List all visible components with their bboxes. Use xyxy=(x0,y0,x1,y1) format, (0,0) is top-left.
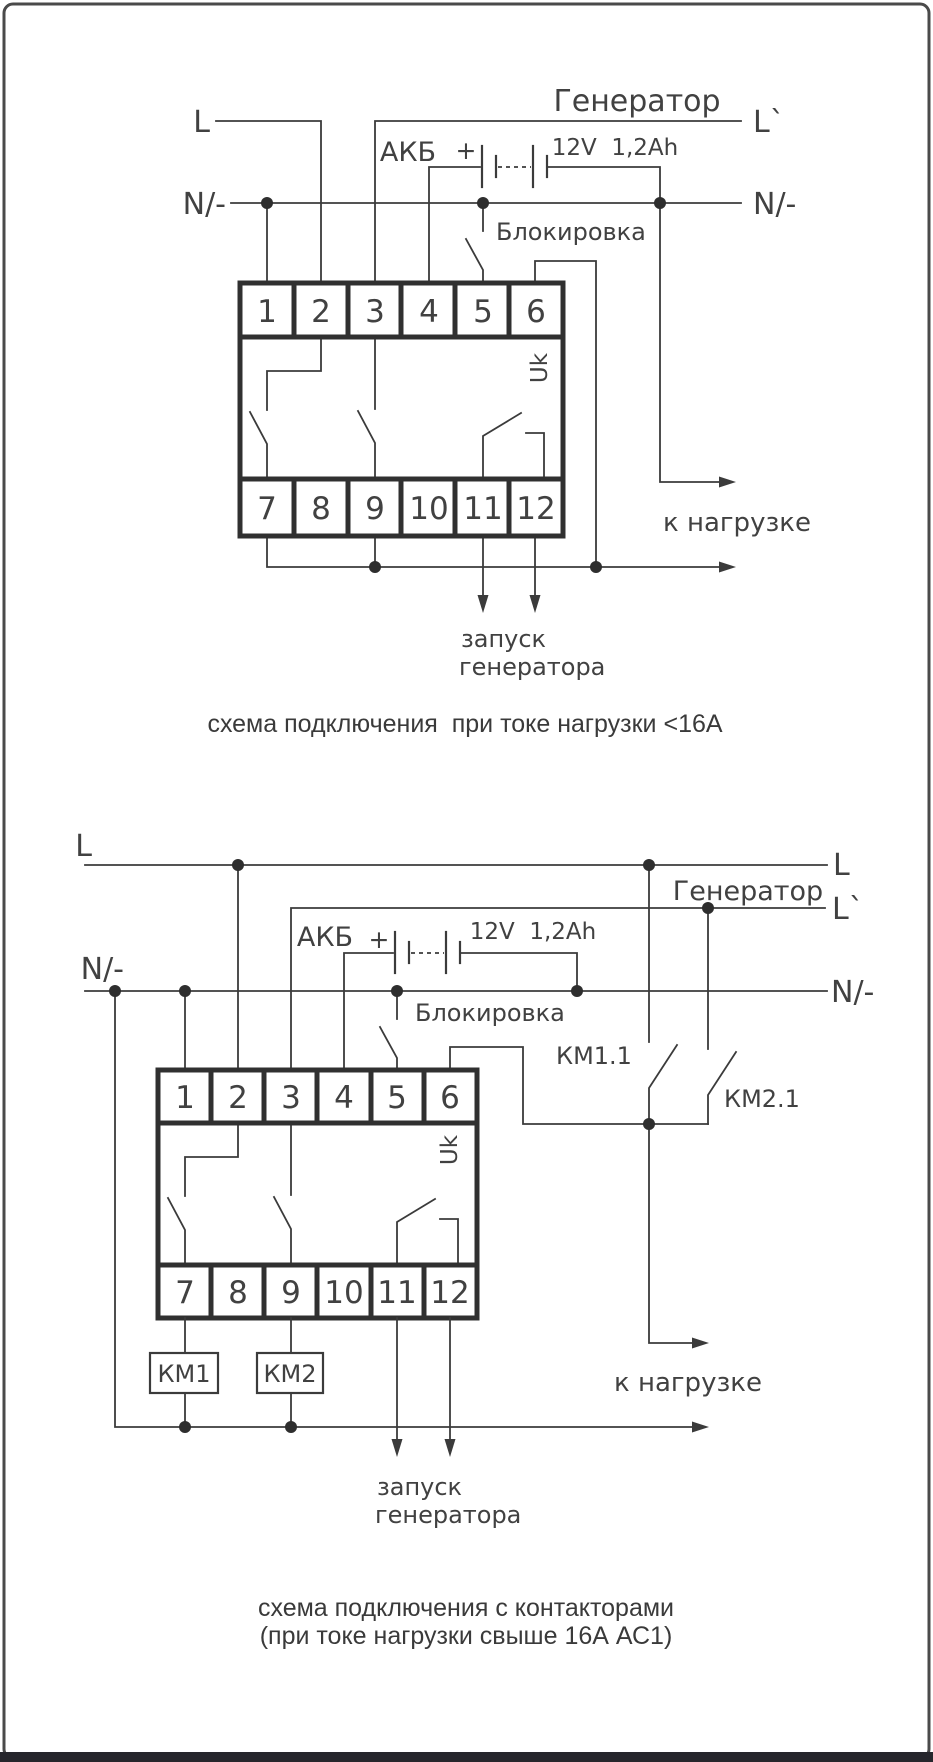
label-gen-start-2: генератора xyxy=(375,1501,522,1529)
arrow-rail-icon xyxy=(692,1422,709,1433)
label-l-prime: L` xyxy=(753,105,785,140)
label-blocking: Блокировка xyxy=(415,999,565,1027)
terminal-9-label: 9 xyxy=(281,1275,301,1311)
junction-dot xyxy=(654,197,666,209)
relay-contact-1-icon xyxy=(168,1123,238,1265)
terminal-12-label: 12 xyxy=(516,491,556,527)
terminal-1-label: 1 xyxy=(175,1080,195,1116)
arrow-load-icon xyxy=(692,1338,709,1349)
label-blocking: Блокировка xyxy=(496,218,646,246)
terminal-11-label: 11 xyxy=(377,1275,417,1311)
terminal-5-label: 5 xyxy=(387,1080,407,1116)
terminal-1-label: 1 xyxy=(257,294,277,330)
arrow-load-upper-icon xyxy=(719,477,736,488)
label-l-prime: L` xyxy=(832,892,864,927)
label-coil-voltage: Uk xyxy=(527,352,553,384)
label-gen-start-2: генератора xyxy=(459,653,606,681)
junction-dot xyxy=(643,859,655,871)
label-l-right: L xyxy=(833,848,850,883)
terminal-8-label: 8 xyxy=(311,491,331,527)
footer-bar xyxy=(0,1752,933,1762)
terminal-6-label: 6 xyxy=(526,294,546,330)
wire-battery-minus xyxy=(461,953,577,991)
junction-dot xyxy=(391,985,403,997)
diagram-2-with-contactors xyxy=(75,829,874,1650)
label-to-load: к нагрузке xyxy=(663,508,811,538)
junction-dot xyxy=(590,561,602,573)
label-battery-spec: 12V 1,2Ah xyxy=(469,919,597,945)
label-km2: КМ2 xyxy=(263,1360,317,1388)
terminal-block-bands xyxy=(158,1123,477,1265)
wire-battery-minus xyxy=(548,167,660,203)
junction-dot xyxy=(285,1421,297,1433)
relay-contact-2-icon xyxy=(358,337,375,479)
terminal-4-label: 4 xyxy=(419,294,439,330)
wire-load-arrow xyxy=(649,1124,694,1343)
diagram-2-caption-line2: (при токе нагрузки свыше 16А АС1) xyxy=(259,1622,673,1650)
label-gen-start-1: запуск xyxy=(377,1473,463,1501)
arrow-load-lower-icon xyxy=(719,562,736,573)
terminal-6-label: 6 xyxy=(440,1080,460,1116)
label-l-left: L xyxy=(193,105,210,140)
terminal-12-label: 12 xyxy=(430,1275,470,1311)
terminal-3-label: 3 xyxy=(281,1080,301,1116)
junction-dot xyxy=(179,985,191,997)
blocking-switch-icon xyxy=(380,991,397,1070)
label-generator: Генератор xyxy=(553,84,721,119)
terminal-3-label: 3 xyxy=(365,294,385,330)
diagram-1-caption: схема подключения при токе нагрузки <16А xyxy=(207,710,723,738)
label-neutral-left: N/- xyxy=(182,187,226,222)
arrow-start-2-icon xyxy=(445,1439,456,1457)
wire-output-lower xyxy=(267,536,721,567)
label-km21: КМ2.1 xyxy=(724,1085,800,1113)
label-km11: КМ1.1 xyxy=(556,1042,632,1070)
terminal-10-label: 10 xyxy=(324,1275,364,1311)
junction-dot xyxy=(261,197,273,209)
arrow-start-2-icon xyxy=(530,595,541,613)
label-km1: КМ1 xyxy=(157,1360,211,1388)
wire-load-upper xyxy=(660,203,721,482)
relay-contact-1-icon xyxy=(250,337,321,479)
terminal-7-label: 7 xyxy=(175,1275,195,1311)
terminal-2-label: 2 xyxy=(311,294,331,330)
terminal-block-bands xyxy=(240,337,563,479)
junction-dot xyxy=(232,859,244,871)
junction-dot xyxy=(179,1421,191,1433)
relay-contact-3-icon xyxy=(397,1199,458,1265)
terminal-10-label: 10 xyxy=(409,491,449,527)
diagram-1-load-under-16a xyxy=(183,84,811,738)
relay-contact-3-icon xyxy=(483,413,544,479)
label-battery-plus: + xyxy=(455,136,477,165)
blocking-switch-icon xyxy=(466,203,483,283)
label-neutral-right: N/- xyxy=(753,187,797,222)
label-coil-voltage: Uk xyxy=(437,1134,463,1166)
wire-battery-plus xyxy=(344,953,393,1070)
label-battery: АКБ xyxy=(379,137,437,168)
wire-battery-plus xyxy=(429,167,480,283)
junction-dot xyxy=(369,561,381,573)
terminal-8-label: 8 xyxy=(228,1275,248,1311)
terminal-9-label: 9 xyxy=(365,491,385,527)
junction-dot xyxy=(477,197,489,209)
terminal-7-label: 7 xyxy=(257,491,277,527)
arrow-start-1-icon xyxy=(392,1439,403,1457)
arrow-start-1-icon xyxy=(478,595,489,613)
terminal-4-label: 4 xyxy=(334,1080,354,1116)
diagram-2-caption-line1: схема подключения с контакторами xyxy=(257,1594,675,1622)
label-generator: Генератор xyxy=(672,876,824,907)
terminal-5-label: 5 xyxy=(473,294,493,330)
relay-contact-2-icon xyxy=(274,1123,291,1265)
junction-dot xyxy=(571,985,583,997)
label-neutral-right: N/- xyxy=(831,975,875,1010)
label-to-load: к нагрузке xyxy=(614,1368,762,1398)
label-l-left: L xyxy=(75,829,92,864)
label-neutral-left: N/- xyxy=(80,952,124,987)
junction-dot xyxy=(643,1118,655,1130)
terminal-2-label: 2 xyxy=(228,1080,248,1116)
label-battery-spec: 12V 1,2Ah xyxy=(551,135,679,161)
label-battery: АКБ xyxy=(296,922,354,953)
terminal-11-label: 11 xyxy=(463,491,503,527)
label-battery-plus: + xyxy=(368,925,390,954)
label-gen-start-1: запуск xyxy=(461,625,547,653)
